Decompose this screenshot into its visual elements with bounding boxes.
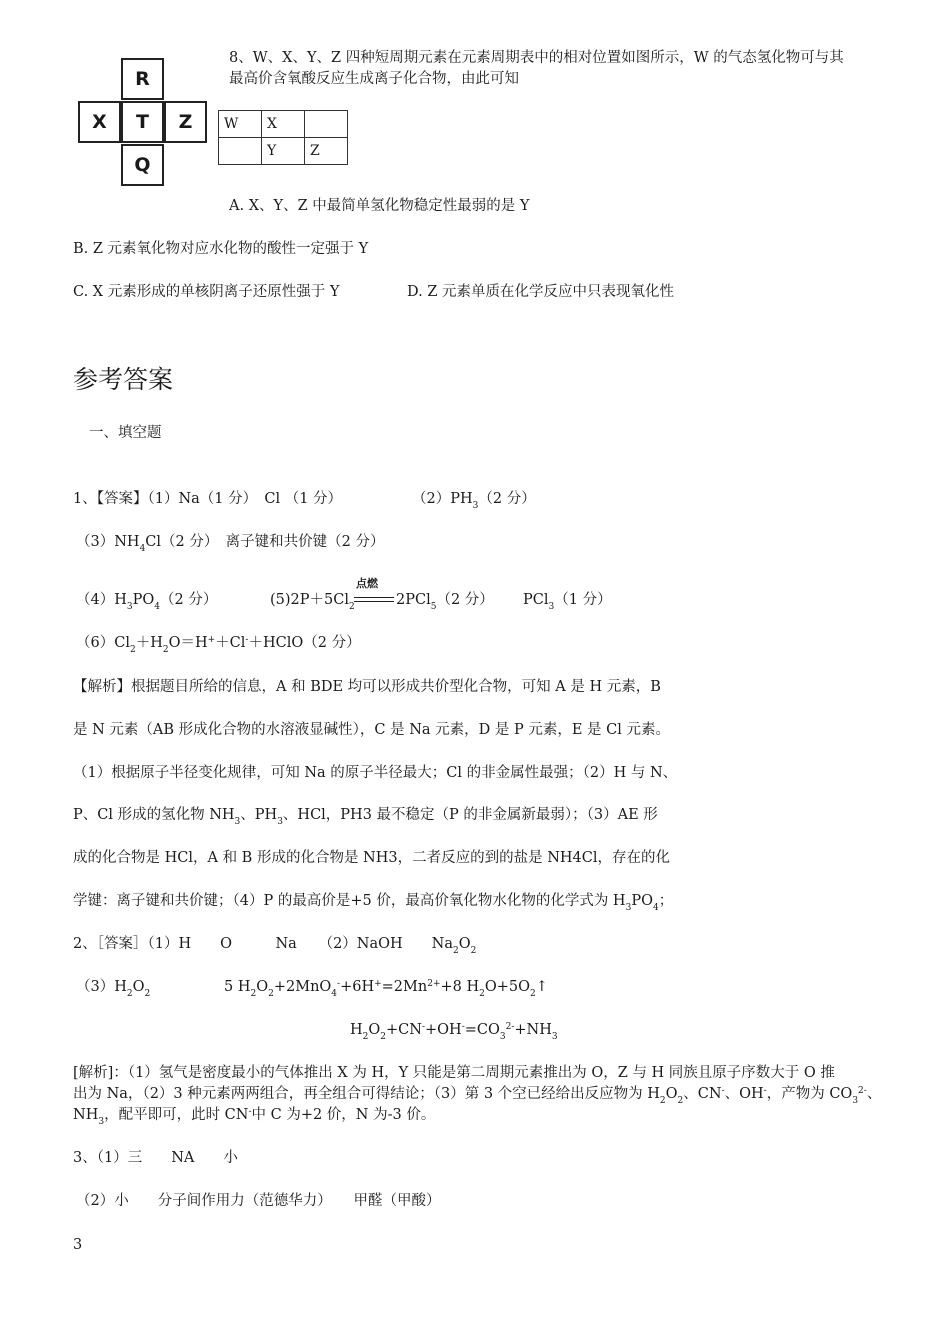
a1-explanation-1: 【解析】根据题目所给的信息，A 和 BDE 均可以形成共价型化合物，可知 A 是 H 元素，B	[73, 679, 661, 695]
table-cell	[219, 138, 262, 165]
cross-figure	[78, 58, 213, 188]
reaction-double-line	[354, 597, 394, 602]
q8-option-a: A. X、Y、Z 中最简单氢化物稳定性最弱的是 Y	[229, 198, 530, 214]
table-cell: W	[219, 111, 262, 138]
periodic-position-table	[218, 110, 348, 165]
cross-cell-right: Z	[164, 101, 207, 143]
cross-cell-left: X	[78, 101, 121, 143]
a1-line2: $(3)NH_4Cl(2$ 分） 离子键和共价键（2 分）	[76, 534, 385, 554]
a1-line3-pcl3: PCl$_3$（1 分）	[523, 592, 612, 612]
a1-line4: $(6)Cl_2+H_2O=H^++Cl^-+HClO(2$ 分）	[76, 635, 361, 655]
q8-option-b: B. Z 元素氧化物对应水化物的酸性一定强于 Y	[73, 241, 369, 257]
q8-stem-line1: 8、W、X、Y、Z 四种短周期元素在元素周期表中的相对位置如图所示，W 的气态氢化物可与其	[229, 50, 844, 66]
a2-explanation-3: $NH_3$，配平即可，此时 CN-中 C 为+2 价，N 为-3 价。	[73, 1107, 436, 1127]
a1-explanation-5: 成的化合物是 HCl，A 和 B 形成的化合物是 NH3，二者反应的到的盐是 NH4Cl，存在的化	[73, 850, 671, 866]
a1-explanation-6: 学键：离子键和共价键；（4）P 的最高价是+5 价，最高价氧化物水化物的化学式为 $H_3PO_4$；	[73, 893, 674, 913]
a1-explanation-4: P、Cl 形成的氢化物 $NH_3$、$PH_3$、HCl，PH3 最不稳定（P 的非金属新最弱）；（3）AE 形	[73, 807, 658, 827]
cross-cell-bottom: Q	[121, 144, 164, 186]
a2-line2-h2o2: $(3)H_2O_2$	[76, 979, 151, 999]
q8-option-d: D. Z 元素单质在化学反应中只表现氧化性	[407, 284, 675, 300]
cross-cell-top: R	[121, 58, 164, 100]
table-cell: Z	[305, 138, 348, 165]
a2-explanation-1: [解析]：（1）氢气是密度最小的气体推出 X 为 H，Y 只能是第二周期元素推出为 O，Z 与 H 同族且原子序数大于 O 推	[73, 1065, 835, 1081]
a1-line3-reactants: $(5)2P+5Cl_2$	[270, 592, 355, 612]
answers-heading: 参考答案	[73, 365, 174, 394]
a1-explanation-2: 是 N 元素（AB 形成化合物的水溶液显碱性），C 是 Na 元素，D 是 P 元素，E 是 Cl 元素。	[73, 722, 670, 738]
a1-line3-products: 2PCl$_5$（2 分）	[396, 592, 494, 612]
a3-line1: 3、（1）三 NA 小	[73, 1150, 238, 1166]
page-number: 3	[73, 1237, 83, 1253]
a2-explanation-2: 出为 Na，（2）3 种元素两两组合，再全组合可得结论；（3）第 3 个空已经给出反应物为 $H_2O_2$、CN-、OH-，产物为 $CO_3^{2-}$、	[73, 1086, 882, 1106]
arrow-condition-label: 点燃	[356, 577, 378, 590]
q8-stem-line2: 最高价含氧酸反应生成离子化合物，由此可知	[229, 71, 519, 87]
cross-cell-center: T	[121, 101, 164, 143]
a1-line3-part1: $(4)H_3PO_4(2$ 分）	[76, 592, 218, 612]
a2-line3-equation: $H_2O_2+CN^-+OH^-=CO_3^{2-}+NH_3$	[350, 1022, 558, 1042]
table-cell	[305, 111, 348, 138]
section-title: 一、填空题	[89, 425, 162, 441]
a1-line1-part2: $(2)PH_3(2$ 分）	[412, 491, 536, 511]
table-cell: X	[262, 111, 305, 138]
q8-option-c: C. X 元素形成的单核阴离子还原性强于 Y	[73, 284, 340, 300]
a2-line1: 2、［答案］（1）H O Na （2）NaOH $Na_2O_2$	[73, 936, 477, 956]
a1-line1: 1、【答案】（1）Na（1 分） Cl （1 分）	[73, 491, 343, 507]
a1-explanation-3: （1）根据原子半径变化规律，可知 Na 的原子半径最大；Cl 的非金属性最强；（2）H 与 N、	[73, 765, 678, 781]
table-cell: Y	[262, 138, 305, 165]
a2-line2-equation: 5 $H_2O_2+2MnO_4^-+6H^+=2Mn^{2+}+8$ $H_2O+5O_2↑$	[224, 979, 548, 999]
a3-line2: （2）小 分子间作用力（范德华力） 甲醛（甲酸）	[76, 1193, 441, 1209]
